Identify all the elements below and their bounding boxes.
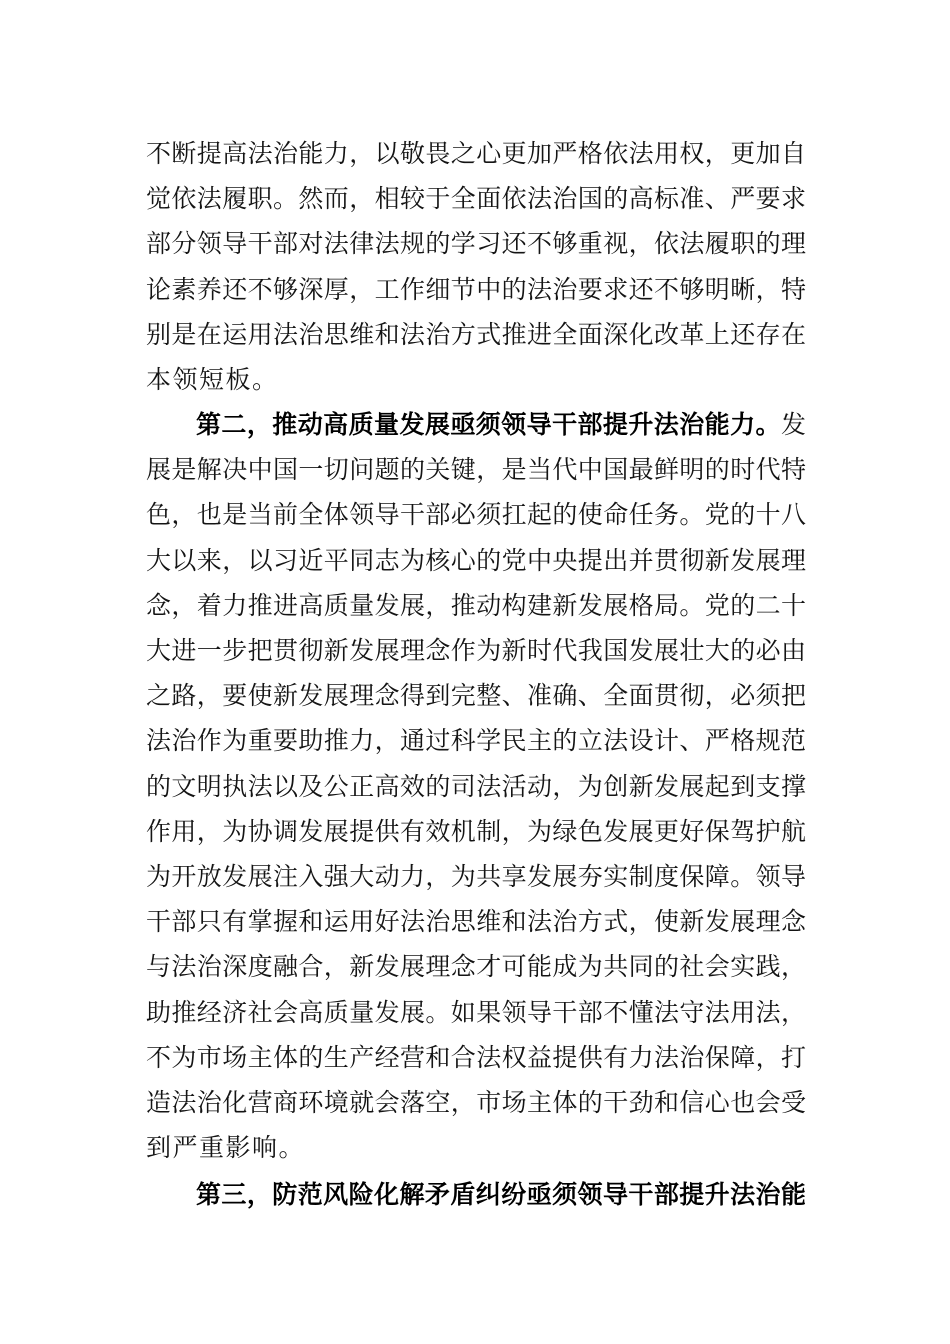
line-text: 部分领导干部对法律法规的学习还不够重视，依法履职的理 [146, 229, 806, 258]
text-line [146, 1043, 806, 1073]
line-text: 作用，为协调发展提供有效机制，为绿色发展更好保驾护航 [146, 817, 806, 846]
line-text: 大以来，以习近平同志为核心的党中央提出并贯彻新发展理 [146, 546, 806, 575]
line-text: 的文明执法以及公正高效的司法活动，为创新发展起到支撑 [146, 772, 806, 801]
line-text: 为开放发展注入强大动力，为共享发展夯实制度保障。领导 [146, 862, 806, 891]
line-text: 别是在运用法治思维和法治方式推进全面深化改革上还存在 [146, 320, 806, 349]
text-line [146, 1088, 806, 1118]
line-text: 大进一步把贯彻新发展理念作为新时代我国发展壮大的必由 [146, 636, 806, 665]
text-line [146, 275, 806, 305]
text-line [146, 862, 806, 892]
line-text: 法治作为重要助推力，通过科学民主的立法设计、严格规范 [146, 726, 806, 755]
text-line [146, 817, 806, 847]
text-line [146, 139, 806, 169]
text-line [146, 907, 806, 937]
text-line [146, 952, 806, 982]
text-line [146, 500, 806, 530]
line-text: 念，着力推进高质量发展，推动构建新发展格局。党的二十 [146, 591, 806, 620]
heading-line [196, 1180, 806, 1210]
line-text: 展是解决中国一切问题的关键，是当代中国最鲜明的时代特 [146, 455, 806, 484]
line-text: 不为市场主体的生产经营和合法权益提供有力法治保障，打 [146, 1043, 806, 1072]
line-text: 本领短板。 [146, 365, 279, 394]
line-text: 与法治深度融合，新发展理念才可能成为共同的社会实践， [146, 952, 806, 981]
text-line [146, 546, 806, 576]
line-text: 觉依法履职。然而，相较于全面依法治国的高标准、严要求 [146, 184, 806, 213]
line-text: 助推经济社会高质量发展。如果领导干部不懂法守法用法， [146, 998, 806, 1027]
line-text: 干部只有掌握和运用好法治思维和法治方式，使新发展理念 [146, 907, 806, 936]
text-line [146, 455, 806, 485]
text-line [146, 229, 806, 259]
heading-line [196, 410, 806, 440]
line-text: 发 [780, 410, 806, 439]
text-line [146, 1133, 806, 1163]
text-line [146, 591, 806, 621]
line-text: 之路，要使新发展理念得到完整、准确、全面贯彻，必须把 [146, 681, 806, 710]
line-text: 色，也是当前全体领导干部必须扛起的使命任务。党的十八 [146, 500, 806, 529]
line-text: 论素养还不够深厚，工作细节中的法治要求还不够明晰，特 [146, 275, 806, 304]
text-line [146, 184, 806, 214]
text-line [146, 726, 806, 756]
text-line [146, 365, 806, 395]
line-text: 不断提高法治能力，以敬畏之心更加严格依法用权，更加自 [146, 139, 806, 168]
line-text: 造法治化营商环境就会落空，市场主体的干劲和信心也会受 [146, 1088, 806, 1117]
text-line [146, 998, 806, 1028]
text-line [146, 772, 806, 802]
text-line [146, 636, 806, 666]
section-heading: 第二，推动高质量发展亟须领导干部提升法治能力。 [196, 410, 781, 439]
line-text: 到严重影响。 [146, 1133, 306, 1162]
section-heading: 第三，防范风险化解矛盾纠纷亟须领导干部提升法治能 [196, 1180, 806, 1209]
text-line [146, 681, 806, 711]
text-line [146, 320, 806, 350]
